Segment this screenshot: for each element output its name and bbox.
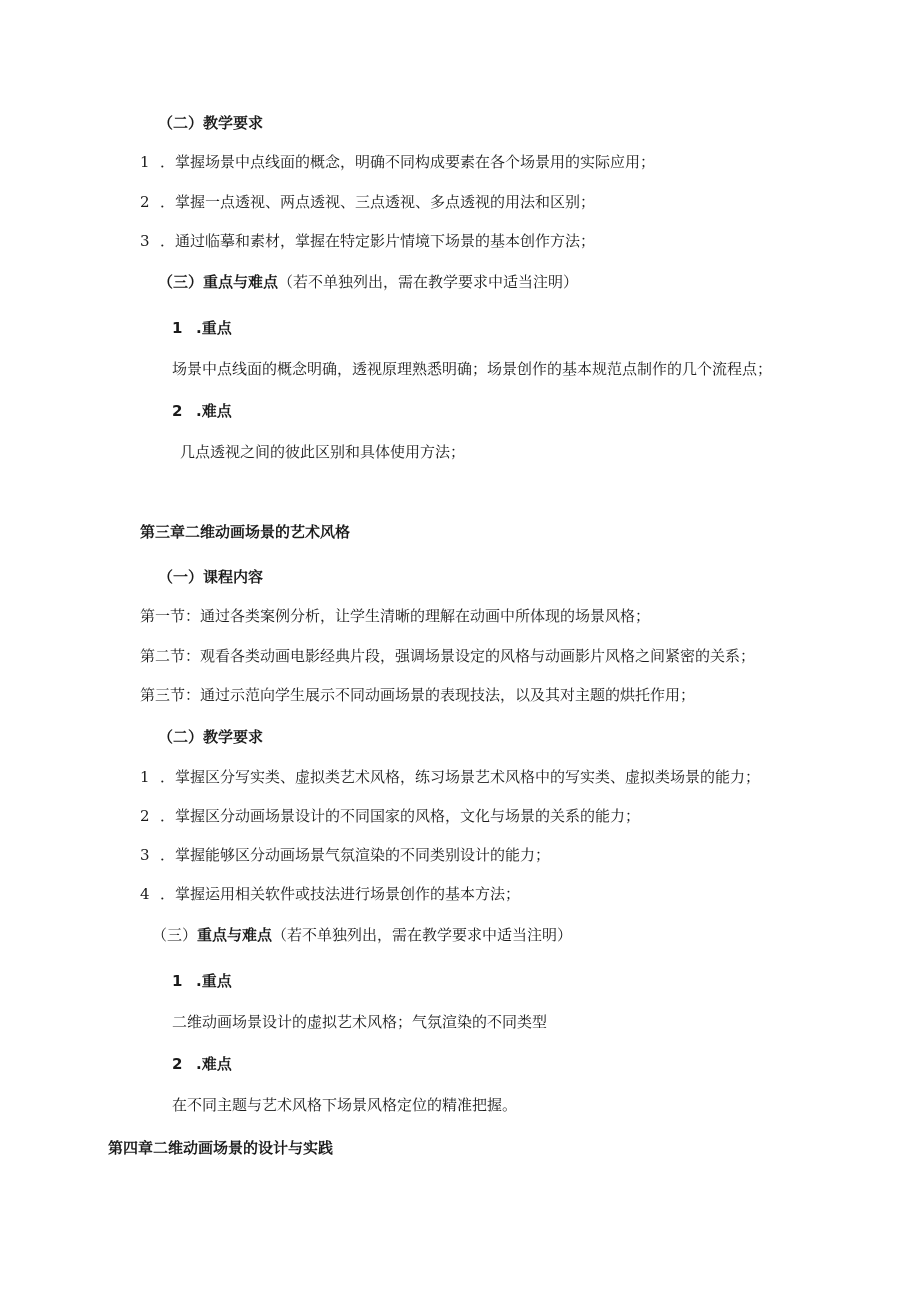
key-point-number: 1 bbox=[172, 972, 183, 990]
difficulty-label: .难点 bbox=[196, 402, 232, 420]
teaching-requirements-heading: （二）教学要求 bbox=[158, 728, 264, 746]
list-item-text: ．掌握区分写实类、虚拟类艺术风格，练习场景艺术风格中的写实类、虚拟类场景的能力； bbox=[160, 768, 761, 786]
list-item-text: ．通过临摹和素材，掌握在特定影片情境下场景的基本创作方法； bbox=[160, 232, 596, 250]
list-item-text: ．掌握区分动画场景设计的不同国家的风格，文化与场景的关系的能力； bbox=[160, 807, 641, 825]
difficulty-label: .难点 bbox=[196, 1055, 232, 1073]
teaching-requirements-heading: （二）教学要求 bbox=[158, 114, 264, 132]
list-item bbox=[140, 192, 595, 212]
key-point-text: 场景中点线面的概念明确，透视原理熟悉明确；场景创作的基本规范点制作的几个流程点； bbox=[172, 360, 773, 378]
list-item-text: ．掌握一点透视、两点透视、三点透视、多点透视的用法和区别； bbox=[160, 193, 596, 211]
list-item-number: 1 bbox=[140, 768, 150, 786]
list-item-text: ．掌握场景中点线面的概念，明确不同构成要素在各个场景用的实际应用； bbox=[160, 153, 656, 171]
list-item-number: 3 bbox=[140, 846, 150, 864]
difficulty-heading bbox=[172, 1054, 232, 1074]
list-item bbox=[140, 806, 640, 826]
list-item bbox=[140, 152, 655, 172]
difficulty-number: 2 bbox=[172, 1055, 183, 1073]
difficulty-number: 2 bbox=[172, 402, 183, 420]
key-difficulty-heading bbox=[152, 925, 572, 945]
list-item bbox=[140, 884, 520, 904]
key-point-text: 二维动画场景设计的虚拟艺术风格；气氛渲染的不同类型 bbox=[172, 1013, 548, 1031]
section-item: 第二节：观看各类动画电影经典片段，强调场景设定的风格与动画影片风格之间紧密的关系； bbox=[140, 647, 756, 665]
key-difficulty-heading-prefix: （三） bbox=[152, 926, 198, 944]
section-item: 第三节：通过示范向学生展示不同动画场景的表现技法，以及其对主题的烘托作用； bbox=[140, 686, 696, 704]
key-difficulty-heading-note: （若不单独列出，需在教学要求中适当注明） bbox=[272, 926, 573, 944]
key-difficulty-heading-note: （若不单独列出，需在教学要求中适当注明） bbox=[278, 273, 579, 291]
list-item-number: 2 bbox=[140, 807, 150, 825]
list-item bbox=[140, 767, 760, 787]
key-difficulty-heading-title: 重点与难点 bbox=[197, 926, 273, 944]
key-point-heading bbox=[172, 971, 232, 991]
difficulty-text: 几点透视之间的彼此区别和具体使用方法； bbox=[180, 443, 466, 461]
key-point-heading bbox=[172, 318, 232, 338]
list-item-number: 2 bbox=[140, 193, 150, 211]
list-item-number: 1 bbox=[140, 153, 150, 171]
list-item-number: 3 bbox=[140, 232, 150, 250]
list-item bbox=[140, 845, 550, 865]
list-item-text: ．掌握能够区分动画场景气氛渲染的不同类别设计的能力； bbox=[160, 846, 551, 864]
section-item: 第一节：通过各类案例分析，让学生清晰的理解在动画中所体现的场景风格； bbox=[140, 607, 651, 625]
difficulty-heading bbox=[172, 401, 232, 421]
difficulty-text: 在不同主题与艺术风格下场景风格定位的精准把握。 bbox=[172, 1096, 518, 1114]
chapter-title: 第三章二维动画场景的艺术风格 bbox=[140, 523, 351, 541]
key-point-label: .重点 bbox=[196, 319, 232, 337]
list-item-text: ．掌握运用相关软件或技法进行场景创作的基本方法； bbox=[160, 885, 521, 903]
key-point-number: 1 bbox=[172, 319, 183, 337]
key-difficulty-heading-title: （三）重点与难点 bbox=[158, 273, 279, 291]
chapter-title: 第四章二维动画场景的设计与实践 bbox=[108, 1139, 334, 1157]
list-item bbox=[140, 231, 595, 251]
course-content-heading: （一）课程内容 bbox=[158, 568, 264, 586]
key-difficulty-heading bbox=[158, 272, 578, 292]
key-point-label: .重点 bbox=[196, 972, 232, 990]
list-item-number: 4 bbox=[140, 885, 150, 903]
